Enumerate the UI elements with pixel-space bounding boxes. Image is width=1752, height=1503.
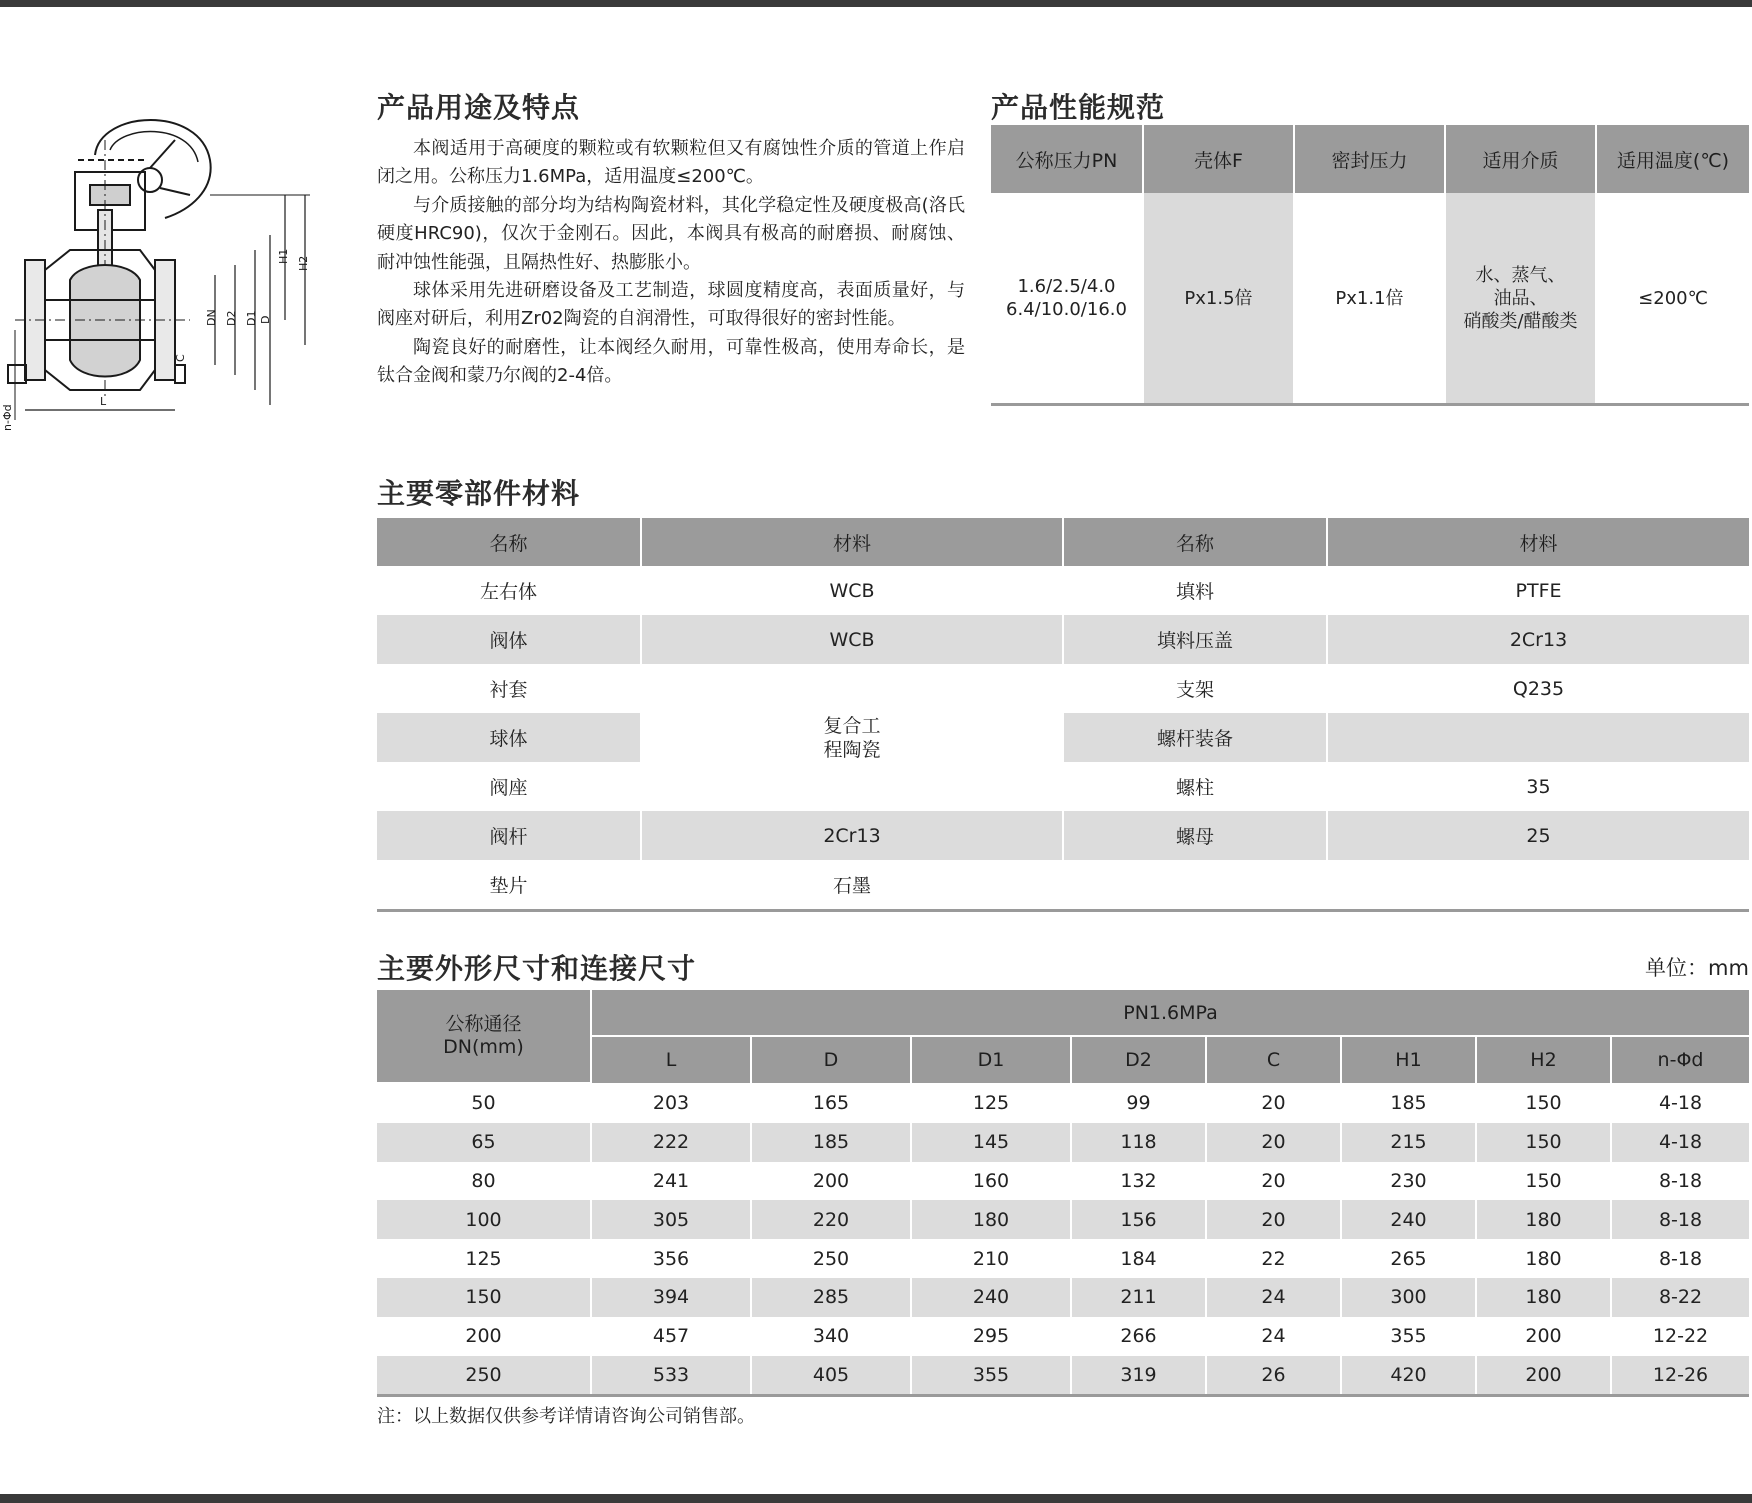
materials-row <box>377 811 1749 860</box>
dimensions-row <box>377 1123 1749 1162</box>
dimension-cell: 185 <box>751 1123 911 1162</box>
dimension-cell: 241 <box>591 1162 751 1201</box>
materials-cell: 填料压盖 <box>1063 615 1327 664</box>
dn-cell: 200 <box>465 1325 502 1348</box>
dimension-cell: 200 <box>1476 1356 1611 1396</box>
dimension-cell: 132 <box>1071 1162 1206 1201</box>
materials-cell: WCB <box>641 566 1063 615</box>
dimension-cell: 4-18 <box>1611 1123 1749 1162</box>
dimension-column-header: D1 <box>911 1036 1071 1083</box>
dimensions-body <box>377 1083 1749 1396</box>
dimension-cell: 4-18 <box>1611 1083 1749 1123</box>
footnote: 注：以上数据仅供参考详情请咨询公司销售部。 <box>377 1406 755 1427</box>
dimension-cell: 295 <box>911 1317 1071 1356</box>
dimension-column-header: L <box>591 1036 751 1083</box>
dimension-cell: 180 <box>1476 1278 1611 1317</box>
drawing-label-h1: H1 <box>277 248 290 264</box>
materials-cell: 石墨 <box>641 860 1063 911</box>
dimension-cell: 222 <box>591 1123 751 1162</box>
materials-cell: WCB <box>641 615 1063 664</box>
dimension-cell: 184 <box>1071 1239 1206 1278</box>
materials-header-cell: 材料 <box>1327 518 1749 566</box>
dimension-cell: 200 <box>1476 1317 1611 1356</box>
dimensions-row <box>377 1317 1749 1356</box>
materials-cell <box>1327 860 1749 911</box>
materials-cell: 支架 <box>1063 664 1327 713</box>
drawing-label-d: D <box>259 315 272 324</box>
dimension-cell: 160 <box>911 1162 1071 1201</box>
dimensions-row <box>377 1083 1749 1123</box>
drawing-label-l: L <box>100 395 107 408</box>
dimension-cell: 150 <box>1476 1162 1611 1201</box>
materials-cell <box>1063 860 1327 911</box>
dimension-cell: 22 <box>1206 1239 1341 1278</box>
dimension-cell: 118 <box>1071 1123 1206 1162</box>
intro-paragraph: 本阀适用于高硬度的颗粒或有软颗粒但又有腐蚀性介质的管道上作启闭之用。公称压力1.6MPa，适用温度≤200℃。 <box>377 138 965 188</box>
dimensions-title: 主要外形尺寸和连接尺寸 <box>377 952 697 985</box>
dimension-cell: 210 <box>911 1239 1071 1278</box>
dimension-cell: 420 <box>1341 1356 1476 1396</box>
materials-merged-cell: 复合工 程陶瓷 <box>641 664 1063 811</box>
drawing-label-dn: DN <box>205 309 218 326</box>
materials-table <box>377 518 1749 912</box>
materials-title: 主要零部件材料 <box>377 477 581 510</box>
materials-cell: 垫片 <box>377 860 641 911</box>
dimension-cell: 457 <box>591 1317 751 1356</box>
dimension-cell: 20 <box>1206 1123 1341 1162</box>
unit-label: 单位：mm <box>1645 956 1749 980</box>
dn-cell: 125 <box>465 1247 502 1270</box>
dn-header: 公称通径 DN(mm) <box>377 990 591 1083</box>
drawing-label-h2: H2 <box>297 255 310 271</box>
materials-cell: 螺柱 <box>1063 762 1327 811</box>
dn-cell: 80 <box>471 1169 496 1192</box>
performance-header-cell: 适用介质 <box>1445 125 1596 193</box>
dimension-cell: 240 <box>911 1278 1071 1317</box>
dimension-cell: 215 <box>1341 1123 1476 1162</box>
materials-cell: 球体 <box>377 713 641 762</box>
materials-header-cell: 名称 <box>1063 518 1327 566</box>
dimension-cell: 300 <box>1341 1278 1476 1317</box>
bottom-bar <box>0 1494 1752 1503</box>
dimensions-table <box>377 990 1749 1397</box>
dimension-cell: 355 <box>911 1356 1071 1396</box>
dimension-cell: 405 <box>751 1356 911 1396</box>
dimension-cell: 150 <box>1476 1083 1611 1123</box>
dimension-cell: 24 <box>1206 1317 1341 1356</box>
materials-cell: 2Cr13 <box>1327 615 1749 664</box>
dimension-cell: 355 <box>1341 1317 1476 1356</box>
performance-header-cell: 公称压力PN <box>991 125 1143 193</box>
materials-cell: 左右体 <box>377 566 641 615</box>
materials-cell: 螺母 <box>1063 811 1327 860</box>
performance-row <box>991 193 1749 405</box>
dimensions-row <box>377 1356 1749 1396</box>
dimension-column-header: n-Φd <box>1611 1036 1749 1083</box>
performance-header-row <box>991 125 1749 193</box>
materials-row <box>377 762 1749 811</box>
dn-cell: 250 <box>377 1356 591 1396</box>
dimension-cell: 220 <box>751 1200 911 1239</box>
dimension-cell: 394 <box>591 1278 751 1317</box>
dimension-cell: 319 <box>1071 1356 1206 1396</box>
materials-cell: 25 <box>1327 811 1749 860</box>
dimension-cell: 26 <box>1206 1356 1341 1396</box>
dimension-column-header: H1 <box>1341 1036 1476 1083</box>
dimension-cell: 12-22 <box>1611 1317 1749 1356</box>
materials-cell: 2Cr13 <box>641 811 1063 860</box>
dimension-cell: 20 <box>1206 1200 1341 1239</box>
dimension-cell: 8-18 <box>1611 1162 1749 1201</box>
dimension-cell: 285 <box>751 1278 911 1317</box>
materials-cell <box>1327 713 1749 762</box>
dimension-cell: 266 <box>1071 1317 1206 1356</box>
materials-row <box>377 566 1749 615</box>
dimension-cell: 211 <box>1071 1278 1206 1317</box>
dimension-cell: 240 <box>1341 1200 1476 1239</box>
dn-cell: 65 <box>377 1123 591 1162</box>
dimensions-row <box>377 1239 1749 1278</box>
valve-drawing <box>0 100 330 440</box>
intro-paragraph: 球体采用先进研磨设备及工艺制造，球圆度精度高，表面质量好，与阀座对研后，利用Zr02陶瓷的自润滑性，可取得很好的密封性能。 <box>377 280 965 330</box>
performance-cell: 1.6/2.5/4.0 6.4/10.0/16.0 <box>991 193 1143 405</box>
dimension-cell: 305 <box>591 1200 751 1239</box>
top-bar <box>0 0 1752 7</box>
performance-header-cell: 适用温度(℃) <box>1596 125 1749 193</box>
performance-header-cell: 壳体F <box>1143 125 1294 193</box>
performance-cell: ≤200℃ <box>1596 193 1749 405</box>
materials-cell: 阀座 <box>377 762 641 811</box>
materials-cell: 填料 <box>1063 566 1327 615</box>
performance-table <box>991 125 1749 406</box>
materials-cell: 阀体 <box>377 615 641 664</box>
materials-header-cell: 名称 <box>377 518 641 566</box>
intro-paragraph: 与介质接触的部分均为结构陶瓷材料，其化学稳定性及硬度极高(洛氏硬度HRC90)，仅次于金刚石。因此，本阀具有极高的耐磨损、耐腐蚀、耐冲蚀性能强，且隔热性好、热膨胀小。 <box>377 194 965 273</box>
drawing-label-d2: D2 <box>225 310 238 326</box>
dimension-cell: 12-26 <box>1611 1356 1749 1396</box>
performance-cell: 水、蒸气、 油品、 硝酸类/醋酸类 <box>1445 193 1596 405</box>
dimension-column-header: H2 <box>1476 1036 1611 1083</box>
materials-header-cell: 材料 <box>641 518 1063 566</box>
performance-cell: Px1.5倍 <box>1143 193 1294 405</box>
materials-cell: 阀杆 <box>377 811 641 860</box>
dimension-cell: 180 <box>1476 1239 1611 1278</box>
materials-header-row <box>377 518 1749 566</box>
intro-description <box>377 135 965 391</box>
dimension-cell: 200 <box>751 1162 911 1201</box>
intro-title: 产品用途及特点 <box>377 91 581 124</box>
dimension-cell: 340 <box>751 1317 911 1356</box>
materials-cell: 衬套 <box>377 664 641 713</box>
dimension-cell: 356 <box>591 1239 751 1278</box>
dimensions-header-row <box>377 990 1749 1036</box>
dimension-cell: 180 <box>1476 1200 1611 1239</box>
dimension-cell: 203 <box>591 1083 751 1123</box>
materials-row <box>377 713 1749 762</box>
dimension-cell: 150 <box>1476 1123 1611 1162</box>
materials-row <box>377 860 1749 911</box>
dimension-cell: 230 <box>1341 1162 1476 1201</box>
dimension-cell: 265 <box>1341 1239 1476 1278</box>
dimension-column-header: D <box>751 1036 911 1083</box>
dimension-cell: 145 <box>911 1123 1071 1162</box>
materials-cell: PTFE <box>1327 566 1749 615</box>
dimension-cell: 185 <box>1341 1083 1476 1123</box>
performance-title: 产品性能规范 <box>991 91 1166 124</box>
materials-row <box>377 664 1749 713</box>
dimension-column-header: D2 <box>1071 1036 1206 1083</box>
dimension-cell: 20 <box>1206 1162 1341 1201</box>
dimension-cell: 165 <box>751 1083 911 1123</box>
dimension-column-header: C <box>1206 1036 1341 1083</box>
dimension-cell: 250 <box>751 1239 911 1278</box>
materials-row <box>377 615 1749 664</box>
pressure-group-header: PN1.6MPa <box>591 990 1749 1036</box>
drawing-label-n-phi-d: n-Φd <box>1 404 14 431</box>
dimension-cell: 20 <box>1206 1083 1341 1123</box>
dimension-cell: 8-18 <box>1611 1200 1749 1239</box>
dimensions-row <box>377 1162 1749 1201</box>
dimension-cell: 24 <box>1206 1278 1341 1317</box>
dimension-cell: 8-18 <box>1611 1239 1749 1278</box>
drawing-label-d1: D1 <box>245 310 258 326</box>
dn-cell: 150 <box>377 1278 591 1317</box>
dimension-cell: 125 <box>911 1083 1071 1123</box>
dimension-cell: 99 <box>1071 1083 1206 1123</box>
performance-cell: Px1.1倍 <box>1294 193 1445 405</box>
dimension-cell: 533 <box>591 1356 751 1396</box>
dimension-cell: 180 <box>911 1200 1071 1239</box>
dimension-cell: 8-22 <box>1611 1278 1749 1317</box>
dimensions-row <box>377 1200 1749 1239</box>
dimensions-row <box>377 1278 1749 1317</box>
performance-header-cell: 密封压力 <box>1294 125 1445 193</box>
intro-paragraph: 陶瓷良好的耐磨性，让本阀经久耐用，可靠性极高，使用寿命长，是钛合金阀和蒙乃尔阀的2-4倍。 <box>377 336 965 387</box>
dn-cell: 100 <box>377 1200 591 1239</box>
materials-cell: 35 <box>1327 762 1749 811</box>
materials-cell: 螺杆装备 <box>1063 713 1327 762</box>
dimension-cell: 156 <box>1071 1200 1206 1239</box>
dn-cell: 50 <box>471 1092 496 1115</box>
drawing-label-c: C <box>174 354 187 362</box>
materials-cell: Q235 <box>1327 664 1749 713</box>
